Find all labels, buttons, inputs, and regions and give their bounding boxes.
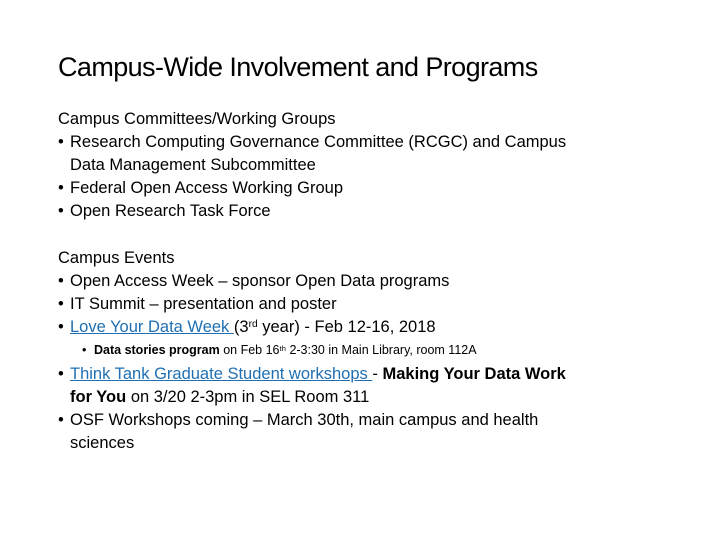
bullet-icon: • [58, 365, 64, 383]
bullet-icon: • [58, 411, 64, 429]
bullet-icon: • [58, 133, 64, 151]
list-item: • Love Your Data Week (3rd year) - Feb 12-16, 2018 [58, 316, 678, 339]
list-item: • Open Access Week – sponsor Open Data programs [58, 270, 678, 293]
list-item: • Think Tank Graduate Student workshops - Making Your Data Work for You on 3/20 2-3pm in SEL Room 311 [58, 365, 566, 406]
bullet-icon: • [58, 179, 64, 197]
list-item: • Open Research Task Force [58, 200, 678, 223]
sub-list-item: • Data stories program on Feb 16th 2-3:30 in Main Library, room 112A [82, 343, 477, 357]
committees-heading: Campus Committees/Working Groups [58, 110, 336, 128]
bullet-icon: • [58, 272, 64, 290]
list-item: • Federal Open Access Working Group [58, 177, 678, 200]
bullet-icon: • [58, 202, 64, 220]
slide-title: Campus-Wide Involvement and Programs [58, 52, 538, 82]
list-item: • OSF Workshops coming – March 30th, main campus and health sciences [58, 411, 539, 452]
list-item: • Research Computing Governance Committee (RCGC) and Campus Data Management Subcommittee [58, 133, 567, 174]
love-your-data-week-link[interactable]: Love Your Data Week [70, 318, 234, 336]
events-heading: Campus Events [58, 249, 175, 267]
think-tank-workshops-link[interactable]: Think Tank Graduate Student workshops [70, 365, 373, 383]
list-item: • IT Summit – presentation and poster [58, 293, 678, 316]
slide-body [58, 108, 678, 455]
bullet-icon: • [82, 343, 87, 357]
bullet-icon: • [58, 295, 64, 313]
bullet-icon: • [58, 318, 64, 336]
